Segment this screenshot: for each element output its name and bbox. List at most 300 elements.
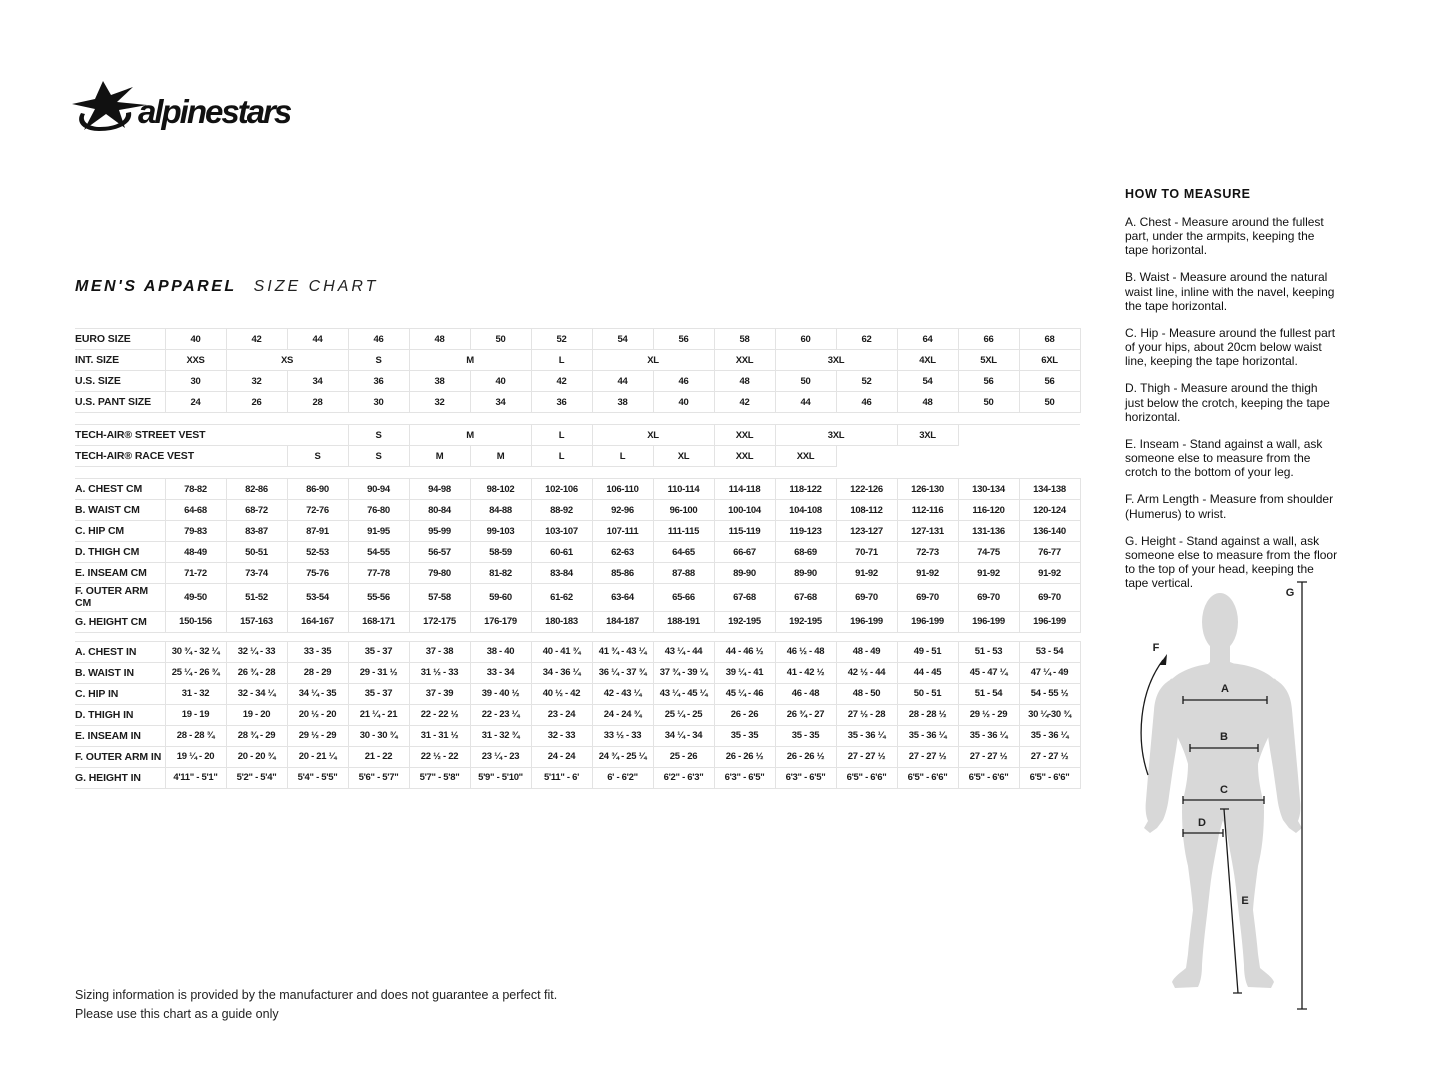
size-cell: 26 ¾ - 28 — [226, 662, 287, 683]
size-cell: 30 - 30 ¾ — [348, 725, 409, 746]
size-cell: 23 - 24 — [531, 704, 592, 725]
row-label: U.S. SIZE — [75, 371, 165, 392]
size-cell: XXL — [714, 446, 775, 467]
size-cell: 82-86 — [226, 479, 287, 500]
size-cell: 30 — [348, 392, 409, 413]
size-cell: M — [470, 446, 531, 467]
size-cell: 54 - 55 ½ — [1019, 683, 1080, 704]
size-cell — [836, 446, 1080, 467]
size-cell: 4XL — [897, 350, 958, 371]
size-cell: 127-131 — [897, 521, 958, 542]
size-cell: 49-50 — [165, 584, 226, 612]
size-cell: 35 - 35 — [714, 725, 775, 746]
size-cell: 6'3" - 6'5" — [714, 767, 775, 788]
table-row — [75, 329, 1080, 350]
size-cell: 54-55 — [348, 542, 409, 563]
size-cell: 116-120 — [958, 500, 1019, 521]
table-row — [75, 767, 1080, 788]
size-cell: M — [409, 350, 531, 371]
size-cell: 34 ¼ - 35 — [287, 683, 348, 704]
size-cell: 64-68 — [165, 500, 226, 521]
size-cell: 45 - 47 ¼ — [958, 662, 1019, 683]
measure-instruction: D. Thigh - Measure around the thigh just below the crotch, keeping the tape horizontal. — [1125, 381, 1330, 424]
size-cell: 35 - 36 ¼ — [836, 725, 897, 746]
size-cell: 35 - 37 — [348, 683, 409, 704]
page-title-main: MEN'S APPAREL — [75, 278, 237, 295]
row-label: G. HEIGHT CM — [75, 611, 165, 632]
row-label: F. OUTER ARM IN — [75, 746, 165, 767]
size-cell: 5XL — [958, 350, 1019, 371]
row-label: C. HIP CM — [75, 521, 165, 542]
size-cell: 196-199 — [1019, 611, 1080, 632]
size-cell: 38 — [409, 371, 470, 392]
size-cell: L — [531, 446, 592, 467]
size-cell: 48 — [409, 329, 470, 350]
size-cell: 74-75 — [958, 542, 1019, 563]
size-cell: 176-179 — [470, 611, 531, 632]
size-cell: 5'4" - 5'5" — [287, 767, 348, 788]
size-cell: 59-60 — [470, 584, 531, 612]
size-cell: 24 — [165, 392, 226, 413]
size-cell: 31 - 32 — [165, 683, 226, 704]
size-cell: 4'11" - 5'1" — [165, 767, 226, 788]
size-cell: 30 — [165, 371, 226, 392]
size-cell: 112-116 — [897, 500, 958, 521]
size-cell: 60 — [775, 329, 836, 350]
size-cell: 29 ½ - 29 — [287, 725, 348, 746]
size-cell: 134-138 — [1019, 479, 1080, 500]
size-cell: 188-191 — [653, 611, 714, 632]
size-cell: 43 ¼ - 45 ¼ — [653, 683, 714, 704]
body-measurement-figure — [1130, 570, 1445, 1030]
row-label: F. OUTER ARM CM — [75, 584, 165, 612]
size-cell: 104-108 — [775, 500, 836, 521]
table-row — [75, 641, 1080, 662]
size-cell: 57-58 — [409, 584, 470, 612]
measure-instruction: E. Inseam - Stand against a wall, ask someone else to measure from the crotch to the bottom of your leg. — [1125, 436, 1323, 480]
size-cell: 118-122 — [775, 479, 836, 500]
row-label: A. CHEST CM — [75, 479, 165, 500]
size-cell: 28 ¾ - 29 — [226, 725, 287, 746]
size-cell: 196-199 — [836, 611, 897, 632]
spacer-row — [75, 632, 1080, 641]
size-cell: 27 - 27 ½ — [836, 746, 897, 767]
spacer-row — [75, 467, 1080, 479]
how-to-measure-panel — [1125, 187, 1338, 603]
size-cell: 34 ¼ - 34 — [653, 725, 714, 746]
size-cell: 69-70 — [836, 584, 897, 612]
size-cell: 56 — [958, 371, 1019, 392]
size-cell: XL — [653, 446, 714, 467]
row-label: E. INSEAM CM — [75, 563, 165, 584]
row-label: G. HEIGHT IN — [75, 767, 165, 788]
size-cell: 50 — [1019, 392, 1080, 413]
size-cell: 81-82 — [470, 563, 531, 584]
size-cell: 111-115 — [653, 521, 714, 542]
size-cell: 91-95 — [348, 521, 409, 542]
size-cell: 28 - 28 ¾ — [165, 725, 226, 746]
size-cell: 91-92 — [897, 563, 958, 584]
size-cell: 35 - 37 — [348, 641, 409, 662]
table-row — [75, 521, 1080, 542]
figure-label-f: F — [1152, 642, 1160, 654]
size-cell: 88-92 — [531, 500, 592, 521]
size-cell: 6'3" - 6'5" — [775, 767, 836, 788]
size-cell: 89-90 — [714, 563, 775, 584]
measure-instruction: G. Height - Stand against a wall, ask someone else to measure from the floor to the top of your head, keeping the tape vertical. — [1125, 533, 1338, 591]
measure-instruction: F. Arm Length - Measure from shoulder (Humerus) to wrist. — [1125, 492, 1334, 521]
size-cell: 27 - 27 ½ — [958, 746, 1019, 767]
size-cell: 31 - 31 ½ — [409, 725, 470, 746]
size-cell: 150-156 — [165, 611, 226, 632]
size-cell: 5'2" - 5'4" — [226, 767, 287, 788]
size-cell: 68-69 — [775, 542, 836, 563]
size-cell: 42 — [714, 392, 775, 413]
size-cell: 5'6" - 5'7" — [348, 767, 409, 788]
measure-instruction: B. Waist - Measure around the natural waist line, inline with the navel, keeping the tape horizontal. — [1125, 270, 1335, 313]
size-cell: 44 - 46 ½ — [714, 641, 775, 662]
measure-instruction: A. Chest - Measure around the fullest part, under the armpits, keeping the tape horizontal. — [1125, 215, 1324, 258]
size-cell: 20 ½ - 20 — [287, 704, 348, 725]
size-cell: 35 - 36 ¼ — [1019, 725, 1080, 746]
table-row — [75, 500, 1080, 521]
size-cell: M — [409, 425, 531, 446]
size-cell: 35 - 36 ¼ — [897, 725, 958, 746]
row-label: B. WAIST CM — [75, 500, 165, 521]
size-cell: L — [592, 446, 653, 467]
size-cell: 84-88 — [470, 500, 531, 521]
row-label: U.S. PANT SIZE — [75, 392, 165, 413]
size-table — [75, 328, 1081, 789]
size-cell: 37 ¾ - 39 ¼ — [653, 662, 714, 683]
size-cell: 40 — [165, 329, 226, 350]
size-cell: 61-62 — [531, 584, 592, 612]
size-cell: 136-140 — [1019, 521, 1080, 542]
size-cell: S — [348, 350, 409, 371]
size-cell: 40 ½ - 42 — [531, 683, 592, 704]
table-row — [75, 704, 1080, 725]
size-cell: 66 — [958, 329, 1019, 350]
table-row — [75, 662, 1080, 683]
size-cell: 56 — [653, 329, 714, 350]
size-cell: 28 — [287, 392, 348, 413]
size-cell: 89-90 — [775, 563, 836, 584]
size-cell: 33 - 35 — [287, 641, 348, 662]
size-cell: 119-123 — [775, 521, 836, 542]
size-cell: 85-86 — [592, 563, 653, 584]
row-label: D. THIGH CM — [75, 542, 165, 563]
table-row — [75, 371, 1080, 392]
size-cell: 92-96 — [592, 500, 653, 521]
size-cell: 196-199 — [897, 611, 958, 632]
size-cell: 58 — [714, 329, 775, 350]
size-cell: 41 ¾ - 43 ¼ — [592, 641, 653, 662]
size-cell: 91-92 — [1019, 563, 1080, 584]
size-cell: L — [531, 350, 592, 371]
size-cell: 40 — [653, 392, 714, 413]
size-cell: 50 — [470, 329, 531, 350]
size-cell: 72-73 — [897, 542, 958, 563]
size-cell: 29 - 31 ½ — [348, 662, 409, 683]
size-cell: 168-171 — [348, 611, 409, 632]
size-cell: 26 - 26 — [714, 704, 775, 725]
size-cell: 184-187 — [592, 611, 653, 632]
size-cell: 68 — [1019, 329, 1080, 350]
size-cell: 26 ¾ - 27 — [775, 704, 836, 725]
size-cell: 67-68 — [775, 584, 836, 612]
size-cell: 20 - 21 ¼ — [287, 746, 348, 767]
size-cell: 180-183 — [531, 611, 592, 632]
figure-label-c: C — [1220, 784, 1228, 796]
size-cell: 98-102 — [470, 479, 531, 500]
size-cell: 50 — [958, 392, 1019, 413]
size-cell: 44 — [592, 371, 653, 392]
size-cell: 29 ½ - 29 — [958, 704, 1019, 725]
size-cell: 21 ¼ - 21 — [348, 704, 409, 725]
size-cell: 64 — [897, 329, 958, 350]
size-cell: 86-90 — [287, 479, 348, 500]
size-cell: 122-126 — [836, 479, 897, 500]
size-cell: 71-72 — [165, 563, 226, 584]
figure-label-b: B — [1220, 731, 1228, 743]
size-cell: XXL — [775, 446, 836, 467]
size-cell: 192-195 — [714, 611, 775, 632]
size-cell: 19 - 20 — [226, 704, 287, 725]
size-cell: 76-77 — [1019, 542, 1080, 563]
size-cell: 108-112 — [836, 500, 897, 521]
size-cell: 3XL — [775, 425, 897, 446]
size-cell: 65-66 — [653, 584, 714, 612]
size-cell: 48-49 — [165, 542, 226, 563]
size-cell: 100-104 — [714, 500, 775, 521]
size-cell: 69-70 — [958, 584, 1019, 612]
size-cell: 30 ¾ - 32 ¼ — [165, 641, 226, 662]
size-cell: 95-99 — [409, 521, 470, 542]
size-cell: 22 - 22 ½ — [409, 704, 470, 725]
size-cell: 79-83 — [165, 521, 226, 542]
size-cell: S — [348, 425, 409, 446]
size-cell: 26 - 26 ½ — [714, 746, 775, 767]
how-to-measure-heading: HOW TO MEASURE — [1125, 187, 1251, 201]
alpinestars-logo — [72, 80, 332, 138]
alpinestars-logo-text: alpinestars — [138, 93, 291, 130]
size-cell: 73-74 — [226, 563, 287, 584]
size-cell: 6'5" - 6'6" — [958, 767, 1019, 788]
size-cell: 77-78 — [348, 563, 409, 584]
size-cell: 157-163 — [226, 611, 287, 632]
size-cell: 115-119 — [714, 521, 775, 542]
size-cell: 50 - 51 — [897, 683, 958, 704]
size-cell: 87-91 — [287, 521, 348, 542]
disclaimer — [75, 986, 557, 1024]
row-label: C. HIP IN — [75, 683, 165, 704]
size-cell: 44 — [775, 392, 836, 413]
size-cell: 46 — [348, 329, 409, 350]
size-cell: 51 - 53 — [958, 641, 1019, 662]
table-row — [75, 350, 1080, 371]
size-cell: 52 — [836, 371, 897, 392]
size-cell: 42 - 43 ¼ — [592, 683, 653, 704]
figure-right-arm — [1266, 679, 1302, 833]
table-row — [75, 425, 1080, 446]
size-cell: 27 - 27 ½ — [897, 746, 958, 767]
size-cell: 60-61 — [531, 542, 592, 563]
size-cell: 53 - 54 — [1019, 641, 1080, 662]
size-cell: 106-110 — [592, 479, 653, 500]
size-cell: 19 ¼ - 20 — [165, 746, 226, 767]
size-cell: 46 — [836, 392, 897, 413]
size-cell: 130-134 — [958, 479, 1019, 500]
size-cell: 51 - 54 — [958, 683, 1019, 704]
size-cell: 24 - 24 — [531, 746, 592, 767]
size-cell: 120-124 — [1019, 500, 1080, 521]
size-cell: 69-70 — [1019, 584, 1080, 612]
size-cell: 3XL — [897, 425, 958, 446]
row-label: TECH-AIR® STREET VEST — [75, 425, 348, 446]
size-cell: 32 - 34 ¼ — [226, 683, 287, 704]
size-cell: 42 — [226, 329, 287, 350]
size-cell: 36 ¼ - 37 ¾ — [592, 662, 653, 683]
size-cell: 31 - 32 ¾ — [470, 725, 531, 746]
size-cell: 83-84 — [531, 563, 592, 584]
size-cell: 27 ½ - 28 — [836, 704, 897, 725]
size-cell: XL — [592, 425, 714, 446]
size-cell: 42 ½ - 44 — [836, 662, 897, 683]
size-cell: 87-88 — [653, 563, 714, 584]
size-cell: 3XL — [775, 350, 897, 371]
size-cell: 26 - 26 ½ — [775, 746, 836, 767]
size-cell: 56-57 — [409, 542, 470, 563]
size-cell: 43 ¼ - 44 — [653, 641, 714, 662]
size-cell: 38 - 40 — [470, 641, 531, 662]
size-cell: 78-82 — [165, 479, 226, 500]
size-cell: 114-118 — [714, 479, 775, 500]
size-cell: 39 - 40 ½ — [470, 683, 531, 704]
row-label: TECH-AIR® RACE VEST — [75, 446, 287, 467]
size-cell: 67-68 — [714, 584, 775, 612]
table-row — [75, 563, 1080, 584]
size-cell: 27 - 27 ½ — [1019, 746, 1080, 767]
size-cell: 39 ¼ - 41 — [714, 662, 775, 683]
size-cell: 83-87 — [226, 521, 287, 542]
size-cell: 48 — [897, 392, 958, 413]
table-row — [75, 542, 1080, 563]
size-cell: 6XL — [1019, 350, 1080, 371]
size-cell — [958, 425, 1080, 446]
size-cell: XXL — [714, 425, 775, 446]
table-row — [75, 479, 1080, 500]
size-cell: 32 - 33 — [531, 725, 592, 746]
size-cell: 32 — [409, 392, 470, 413]
table-row — [75, 746, 1080, 767]
size-cell: 80-84 — [409, 500, 470, 521]
size-cell: 24 ¾ - 25 ¼ — [592, 746, 653, 767]
size-cell: 47 ¼ - 49 — [1019, 662, 1080, 683]
size-cell: 62-63 — [592, 542, 653, 563]
size-cell: 22 - 23 ¼ — [470, 704, 531, 725]
size-cell: 22 ½ - 22 — [409, 746, 470, 767]
size-cell: 76-80 — [348, 500, 409, 521]
size-cell: 131-136 — [958, 521, 1019, 542]
size-cell: 19 - 19 — [165, 704, 226, 725]
size-cell: 70-71 — [836, 542, 897, 563]
size-cell: 5'9" - 5'10" — [470, 767, 531, 788]
table-row — [75, 683, 1080, 704]
alpinestars-star-icon — [72, 81, 147, 131]
size-cell: 21 - 22 — [348, 746, 409, 767]
table-row — [75, 725, 1080, 746]
disclaimer-line-2: Please use this chart as a guide only — [75, 1006, 279, 1021]
figure-label-e: E — [1241, 895, 1249, 907]
size-cell: 72-76 — [287, 500, 348, 521]
how-to-measure-list — [1125, 215, 1338, 590]
size-cell: 51-52 — [226, 584, 287, 612]
size-cell: 55-56 — [348, 584, 409, 612]
size-cell: 23 ¼ - 23 — [470, 746, 531, 767]
size-cell: 66-67 — [714, 542, 775, 563]
row-label: B. WAIST IN — [75, 662, 165, 683]
size-cell: 52 — [531, 329, 592, 350]
size-cell: XXL — [714, 350, 775, 371]
size-cell: 30 ¼-30 ¾ — [1019, 704, 1080, 725]
size-cell: 6'5" - 6'6" — [1019, 767, 1080, 788]
spacer-cell — [75, 632, 1080, 641]
size-cell: XL — [592, 350, 714, 371]
spacer-row — [75, 413, 1080, 425]
size-cell: 5'11" - 6' — [531, 767, 592, 788]
size-cell: 110-114 — [653, 479, 714, 500]
row-label: E. INSEAM IN — [75, 725, 165, 746]
size-cell: 28 - 29 — [287, 662, 348, 683]
size-cell: 172-175 — [409, 611, 470, 632]
size-cell: 69-70 — [897, 584, 958, 612]
size-cell: 58-59 — [470, 542, 531, 563]
size-cell: 54 — [897, 371, 958, 392]
size-cell: 42 — [531, 371, 592, 392]
size-cell: 54 — [592, 329, 653, 350]
size-cell: 25 ¼ - 26 ¾ — [165, 662, 226, 683]
size-cell: 6' - 6'2" — [592, 767, 653, 788]
size-cell: 46 - 48 — [775, 683, 836, 704]
row-label: A. CHEST IN — [75, 641, 165, 662]
row-label: EURO SIZE — [75, 329, 165, 350]
size-cell: 40 - 41 ¾ — [531, 641, 592, 662]
size-cell: 20 - 20 ¾ — [226, 746, 287, 767]
figure-left-leg — [1172, 810, 1223, 988]
size-cell: 64-65 — [653, 542, 714, 563]
table-row — [75, 584, 1080, 612]
size-cell: 53-54 — [287, 584, 348, 612]
table-row — [75, 446, 1080, 467]
size-cell: 41 - 42 ½ — [775, 662, 836, 683]
size-cell: 37 - 39 — [409, 683, 470, 704]
size-cell: 31 ½ - 33 — [409, 662, 470, 683]
spacer-cell — [75, 413, 1080, 425]
size-cell: 5'7" - 5'8" — [409, 767, 470, 788]
figure-label-a: A — [1221, 683, 1229, 695]
size-cell: 49 - 51 — [897, 641, 958, 662]
size-cell: 6'2" - 6'3" — [653, 767, 714, 788]
size-cell: 164-167 — [287, 611, 348, 632]
size-cell: 32 — [226, 371, 287, 392]
size-cell: 91-92 — [958, 563, 1019, 584]
size-cell: 50-51 — [226, 542, 287, 563]
size-cell: 102-106 — [531, 479, 592, 500]
measure-instruction: C. Hip - Measure around the fullest part of your hips, about 20cm below waist line, keeping the tape horizontal. — [1125, 325, 1336, 369]
size-cell: 94-98 — [409, 479, 470, 500]
page-title-sub: SIZE CHART — [253, 278, 379, 295]
disclaimer-line-1: Sizing information is provided by the manufacturer and does not guarantee a perfect fit. — [75, 988, 558, 1002]
